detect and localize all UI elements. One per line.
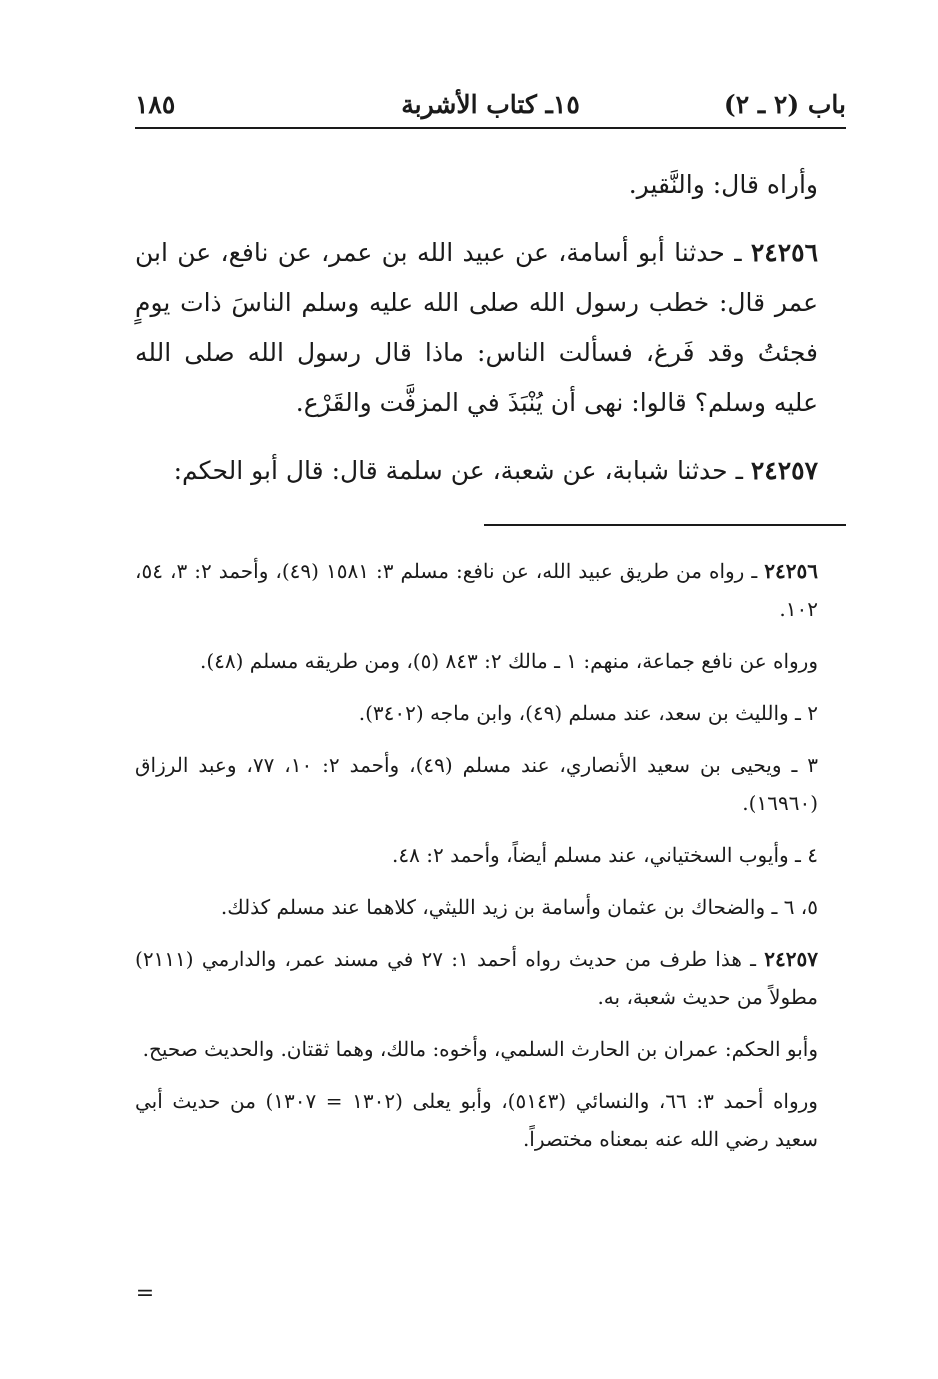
footnote-paragraph: ٢ ـ والليث بن سعد، عند مسلم (٤٩)، وابن ماجه (٣٤٠٢). bbox=[358, 701, 818, 725]
page-number: ١٨٥ bbox=[135, 89, 176, 119]
hadith-number: ٢٤٢٥٦ bbox=[750, 238, 818, 267]
continuation-mark: = bbox=[135, 1281, 155, 1306]
footnote-number: ٢٤٢٥٧ bbox=[764, 947, 818, 971]
footnote-paragraph: ٥، ٦ ـ والضحاك بن عثمان وأسامة بن زيد الليثي، كلاهما عند مسلم كذلك. bbox=[220, 895, 818, 919]
header-divider bbox=[135, 127, 846, 129]
hadith-text: ـ حدثنا أبو أسامة، عن عبيد الله بن عمر، عن نافع، عن ابن عمر قال: خطب رسول الله صلى الله عليه وسلم الناسَ ذات يومٍ فجئتُ وقد فَرغ، فسألت الناس: ماذا قال رسول الله صلى الله عليه وسلم؟ قالوا: نهى أن يُنْبَذَ في المزفَّت والقَرْع. bbox=[135, 238, 818, 417]
footnote-paragraph: ٣ ـ ويحيى بن سعيد الأنصاري، عند مسلم (٤٩)، وأحمد ٢: ١٠، ٧٧، وعبد الرزاق (١٦٩٦٠). bbox=[135, 753, 818, 815]
footnote-text: ـ رواه من طريق عبيد الله، عن نافع: مسلم ٣: ١٥٨١ (٤٩)، وأحمد ٢: ٣، ٥٤، ١٠٢. bbox=[135, 559, 818, 621]
hadith-24257 bbox=[135, 446, 846, 496]
chapter-label: باب (٢ ـ ٢) bbox=[723, 89, 846, 119]
footnote-paragraph: وأبو الحكم: عمران بن الحارث السلمي، وأخوه: مالك، وهما ثقتان. والحديث صحيح. bbox=[142, 1037, 818, 1061]
book-title: ١٥ـ كتاب الأشربة bbox=[401, 89, 580, 119]
book-page bbox=[135, 0, 846, 1379]
footnote-24256 bbox=[135, 552, 846, 628]
footnote-paragraph: ورواه عن نافع جماعة، منهم: ١ ـ مالك ٢: ٨٤٣ (٥)، ومن طريقه مسلم (٤٨). bbox=[199, 649, 818, 673]
paragraph-continuation: وأراه قال: والنَّقير. bbox=[628, 170, 818, 199]
footnote-text: ـ هذا طرف من حديث رواه أحمد ١: ٢٧ في مسند عمر، والدارمي (٢١١١) مطولاً من حديث شعبة، به. bbox=[135, 947, 818, 1009]
page-header bbox=[135, 84, 846, 124]
footnote-number: ٢٤٢٥٦ bbox=[764, 559, 818, 583]
hadith-24256 bbox=[135, 228, 846, 428]
footnote-divider bbox=[484, 524, 846, 526]
footnote-paragraph: ٤ ـ وأيوب السختياني، عند مسلم أيضاً، وأحمد ٢: ٤٨. bbox=[392, 843, 818, 867]
hadith-text: ـ حدثنا شبابة، عن شعبة، عن سلمة قال: قال أبو الحكم: bbox=[173, 456, 751, 485]
hadith-number: ٢٤٢٥٧ bbox=[750, 456, 818, 485]
footnotes bbox=[135, 552, 846, 1158]
main-text bbox=[135, 160, 846, 496]
footnote-paragraph: ورواه أحمد ٣: ٦٦، والنسائي (٥١٤٣)، وأبو يعلى (١٣٠٢ = ١٣٠٧) من حديث أبي سعيد رضي الله عنه بمعناه مختصراً. bbox=[135, 1089, 818, 1151]
footnote-24257 bbox=[135, 940, 846, 1016]
